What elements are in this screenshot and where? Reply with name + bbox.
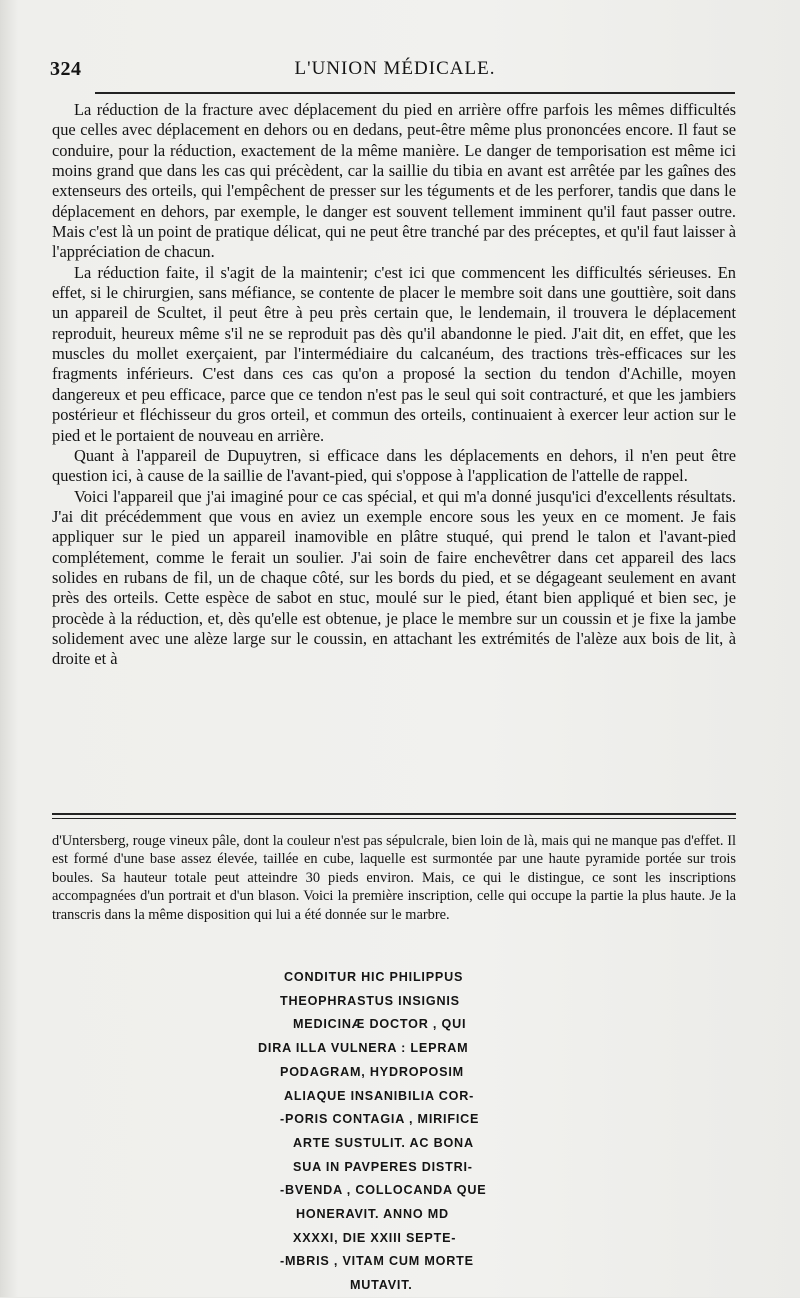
inscription-line: -PORIS CONTAGIA , MIRIFICE [280,1112,480,1127]
page-header [50,58,740,88]
page-number: 324 [50,58,82,80]
epitaph-inscription [200,966,620,1298]
inscription-line: -MBRIS , VITAM CUM MORTE [280,1254,474,1269]
running-title: L'UNION MÉDICALE. [294,58,496,79]
inscription-line: CONDITUR HIC PHILIPPUS [284,970,464,984]
inscription-line: MEDICINÆ DOCTOR , QUI [293,1017,467,1032]
inscription-line: MUTAVIT. [350,1278,413,1293]
inscription-line: PODAGRAM, HYDROPOSIM [280,1064,464,1079]
inscription-line: HONERAVIT. ANNO MD [296,1207,449,1222]
footnote [52,832,736,924]
inscription-line: DIRA ILLA VULNERA : LEPRAM [258,1041,469,1056]
inscription-line: -BVENDA , COLLOCANDA QUE [280,1183,487,1198]
paragraph: Quant à l'appareil de Dupuytren, si efficace dans les déplacements en dehors, il n'en peut être question ici, à cause de la saillie de l'avant-pied, qui s'oppose à l'application de l'attelle de rappel. [52,445,736,486]
footnote-separator-rule [52,813,736,819]
inscription-line: ALIAQUE INSANIBILIA COR- [284,1088,475,1103]
inscription-line: THEOPHRASTUS INSIGNIS [280,993,460,1008]
footnote-text: d'Untersberg, rouge vineux pâle, dont la couleur n'est pas sépulcrale, bien loin de là, mais qui ne manque pas d'effet. Il est formé d'une base assez élevée, taillée en cube, laquelle est surmontée par une haute pyramide portée sur trois boules. Sa hauteur totale peut atteindre 30 pieds environ. Mais, ce qui le distingue, ce sont les inscriptions accompagnées d'un portrait et d'un blason. Voici la première inscription, celle qui occupe la partie la plus haute. Je la transcris dans la même disposition qui lui a été donnée sur le marbre. [52,833,736,923]
header-rule [95,92,735,94]
main-text [52,100,736,670]
paragraph: Voici l'appareil que j'ai imaginé pour ce cas spécial, et qui m'a donné jusqu'ici d'excellents résultats. J'ai dit précédemment que vous en aviez un exemple encore sous les yeux en ce moment. Je fais appliquer sur le pied un appareil inamovible en plâtre stuqué, qui prend le talon et l'avant-pied complétement, comme le ferait un soulier. J'ai soin de faire enchevêtrer dans cet appareil des lacs solides en rubans de fil, un de chaque côté, sur les bords du pied, et se dégageant seulement en avant près des orteils. Cette espèce de sabot en stuc, moulé sur le pied, étant bien appliqué et bien sec, je procède à la réduction, et, dès qu'elle est obtenue, je place le membre sur un coussin et je fixe la jambe solidement avec une alèze large sur le coussin, en attachant les extrémités de l'alèze aux bois de lit, à droite et à [52,486,736,669]
paragraph: La réduction de la fracture avec déplacement du pied en arrière offre parfois les mêmes difficultés que celles avec déplacement en dehors ou en dedans, peut-être même plus prononcées encore. Il faut se conduire, pour la réduction, exactement de la même manière. Le danger de temporisation est même ici moins grand que dans les cas qui précèdent, car la saillie du tibia en avant est arrêtée par les gaînes des extenseurs des orteils, qui l'empêchent de presser sur les téguments et de les perforer, tandis que dans le déplacement en dehors, par exemple, le danger est souvent tellement imminent qu'il faut passer outre. Mais c'est là un point de pratique délicat, qui ne peut être tranché par des préceptes, et qu'il faut laisser à l'appréciation de chacun. [52,100,736,262]
inscription-line: SUA IN PAVPERES DISTRI- [293,1159,473,1174]
inscription-line: XXXXI, DIE XXIII SEPTE- [293,1230,457,1245]
inscription-line: ARTE SUSTULIT. AC BONA [293,1135,474,1150]
paragraph: La réduction faite, il s'agit de la maintenir; c'est ici que commencent les difficultés sérieuses. En effet, si le chirurgien, sans méfiance, se contente de placer le membre soit dans une gouttière, soit dans un appareil de Scultet, il peut être à peu près certain que, le lendemain, il trouvera le déplacement reproduit, heureux même s'il ne se reproduit pas dès qu'il abandonne le pied. J'ait dit, en effet, que les muscles du mollet exerçaient, par l'intermédiaire du calcanéum, des tractions très-efficaces sur les fragments inférieurs. C'est dans ces cas qu'on a proposé la section du tendon d'Achille, moyen dangereux et peu efficace, parce que ce tendon n'est pas le seul qui soit contracturé, et que les jambiers postérieur et fléchisseur du gros orteil, et commun des orteils, continuaient à exercer leur action sur le pied et le portaient de nouveau en arrière. [52,262,736,445]
